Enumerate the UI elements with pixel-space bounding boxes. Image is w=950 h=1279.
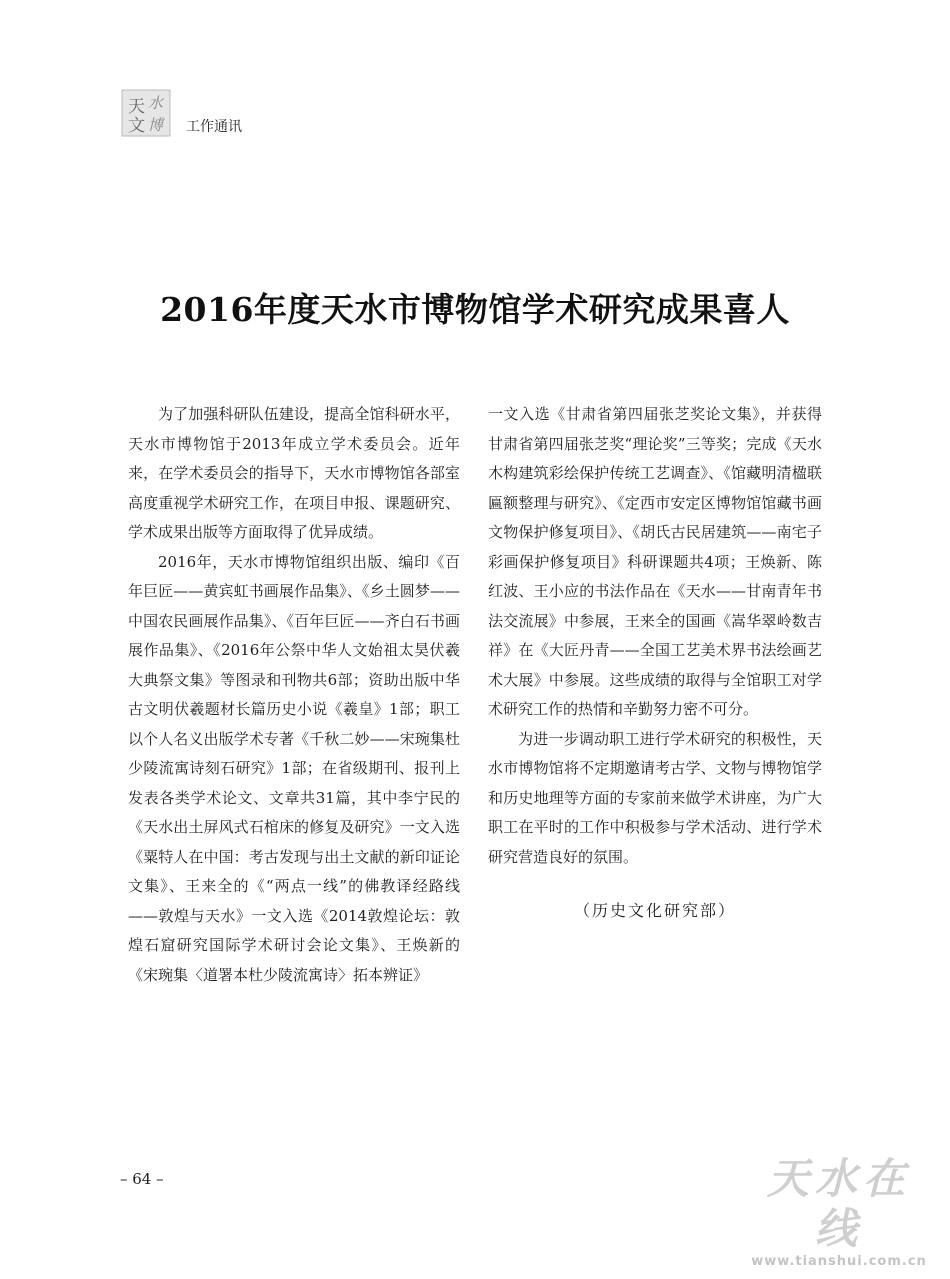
- article-column-left: [128, 400, 460, 990]
- article-title: 2016年度天水市博物馆学术研究成果喜人: [160, 290, 790, 329]
- tianshui-wenbo-seal-icon: [120, 88, 172, 138]
- page-number: – 64 –: [120, 1170, 164, 1188]
- body-paragraph: 为进一步调动职工进行学术研究的积极性，天水市博物馆将不定期邀请考古学、文物与博物馆学和历史地理等方面的专家前来做学术讲座，为广大职工在平时的工作中积极参与学术活动、进行学术研究营造良好的氛围。: [488, 729, 822, 866]
- article-column-right: [488, 400, 822, 926]
- svg-text:文: 文: [128, 116, 145, 136]
- tianshui-wenbo-logo: [120, 88, 172, 138]
- section-label: 工作通讯: [186, 119, 242, 135]
- body-paragraph: 为了加强科研队伍建设，提高全馆科研水平，天水市博物馆于2013年成立学术委员会。近年来，在学术委员会的指导下，天水市博物馆各部室高度重视学术研究工作，在项目申报、课题研究、学术成果出版等方面取得了优异成绩。: [128, 405, 460, 541]
- body-paragraph: 2016年，天水市博物馆组织出版、编印《百年巨匠——黄宾虹书画展作品集》、《乡土圆梦——中国农民画展作品集》、《百年巨匠——齐白石书画展作品集》、《2016年公祭中华人文始祖太昊伏羲大典祭文集》等图录和刊物共6部；资助出版中华古文明伏羲题材长篇历史小说《羲皇》1部；职工以个人名义出版学术专著《千秋二妙——宋琬集杜少陵流寓诗刻石研究》1部；在省级期刊、报刊上发表各类学术论文、文章共31篇，其中李宁民的《天水出土屏风式石棺床的修复及研究》一文入选《粟特人在中国：考古发现与出土文献的新印证论文集》、王来全的《“两点一线”的佛教译经路线——敦煌与天水》一文入选《2014敦煌论坛：敦煌石窟研究国际学术研讨会论文集》、王焕新的《宋琬集〈道署本杜少陵流寓诗〉拓本辨证》: [128, 552, 460, 984]
- svg-text:水: 水: [148, 94, 164, 112]
- watermark-text: 天水在线: [766, 1154, 911, 1253]
- site-watermark: [744, 1154, 934, 1269]
- svg-text:博: 博: [148, 116, 164, 134]
- svg-text:天: 天: [128, 97, 145, 117]
- article-byline: （历史文化研究部）: [573, 901, 736, 920]
- body-paragraph-continued: 一文入选《甘肃省第四届张芝奖论文集》，并获得甘肃省第四届张芝奖“理论奖”三等奖；完成《天水木构建筑彩绘保护传统工艺调查》、《馆藏明清楹联匾额整理与研究》、《定西市安定区博物馆馆藏书画文物保护修复项目》、《胡氏古民居建筑——南宅子彩画保护修复项目》科研课题共4项；王焕新、陈红波、王小应的书法作品在《天水——甘南青年书法交流展》中参展，王来全的国画《嵩华翠岭数吉祥》在《大匠丹青——全国工艺美术界书法绘画艺术大展》中参展。这些成绩的取得与全馆职工对学术研究工作的热情和辛勤努力密不可分。: [488, 405, 822, 718]
- watermark-url: www.tianshui.com.cn: [751, 1254, 927, 1269]
